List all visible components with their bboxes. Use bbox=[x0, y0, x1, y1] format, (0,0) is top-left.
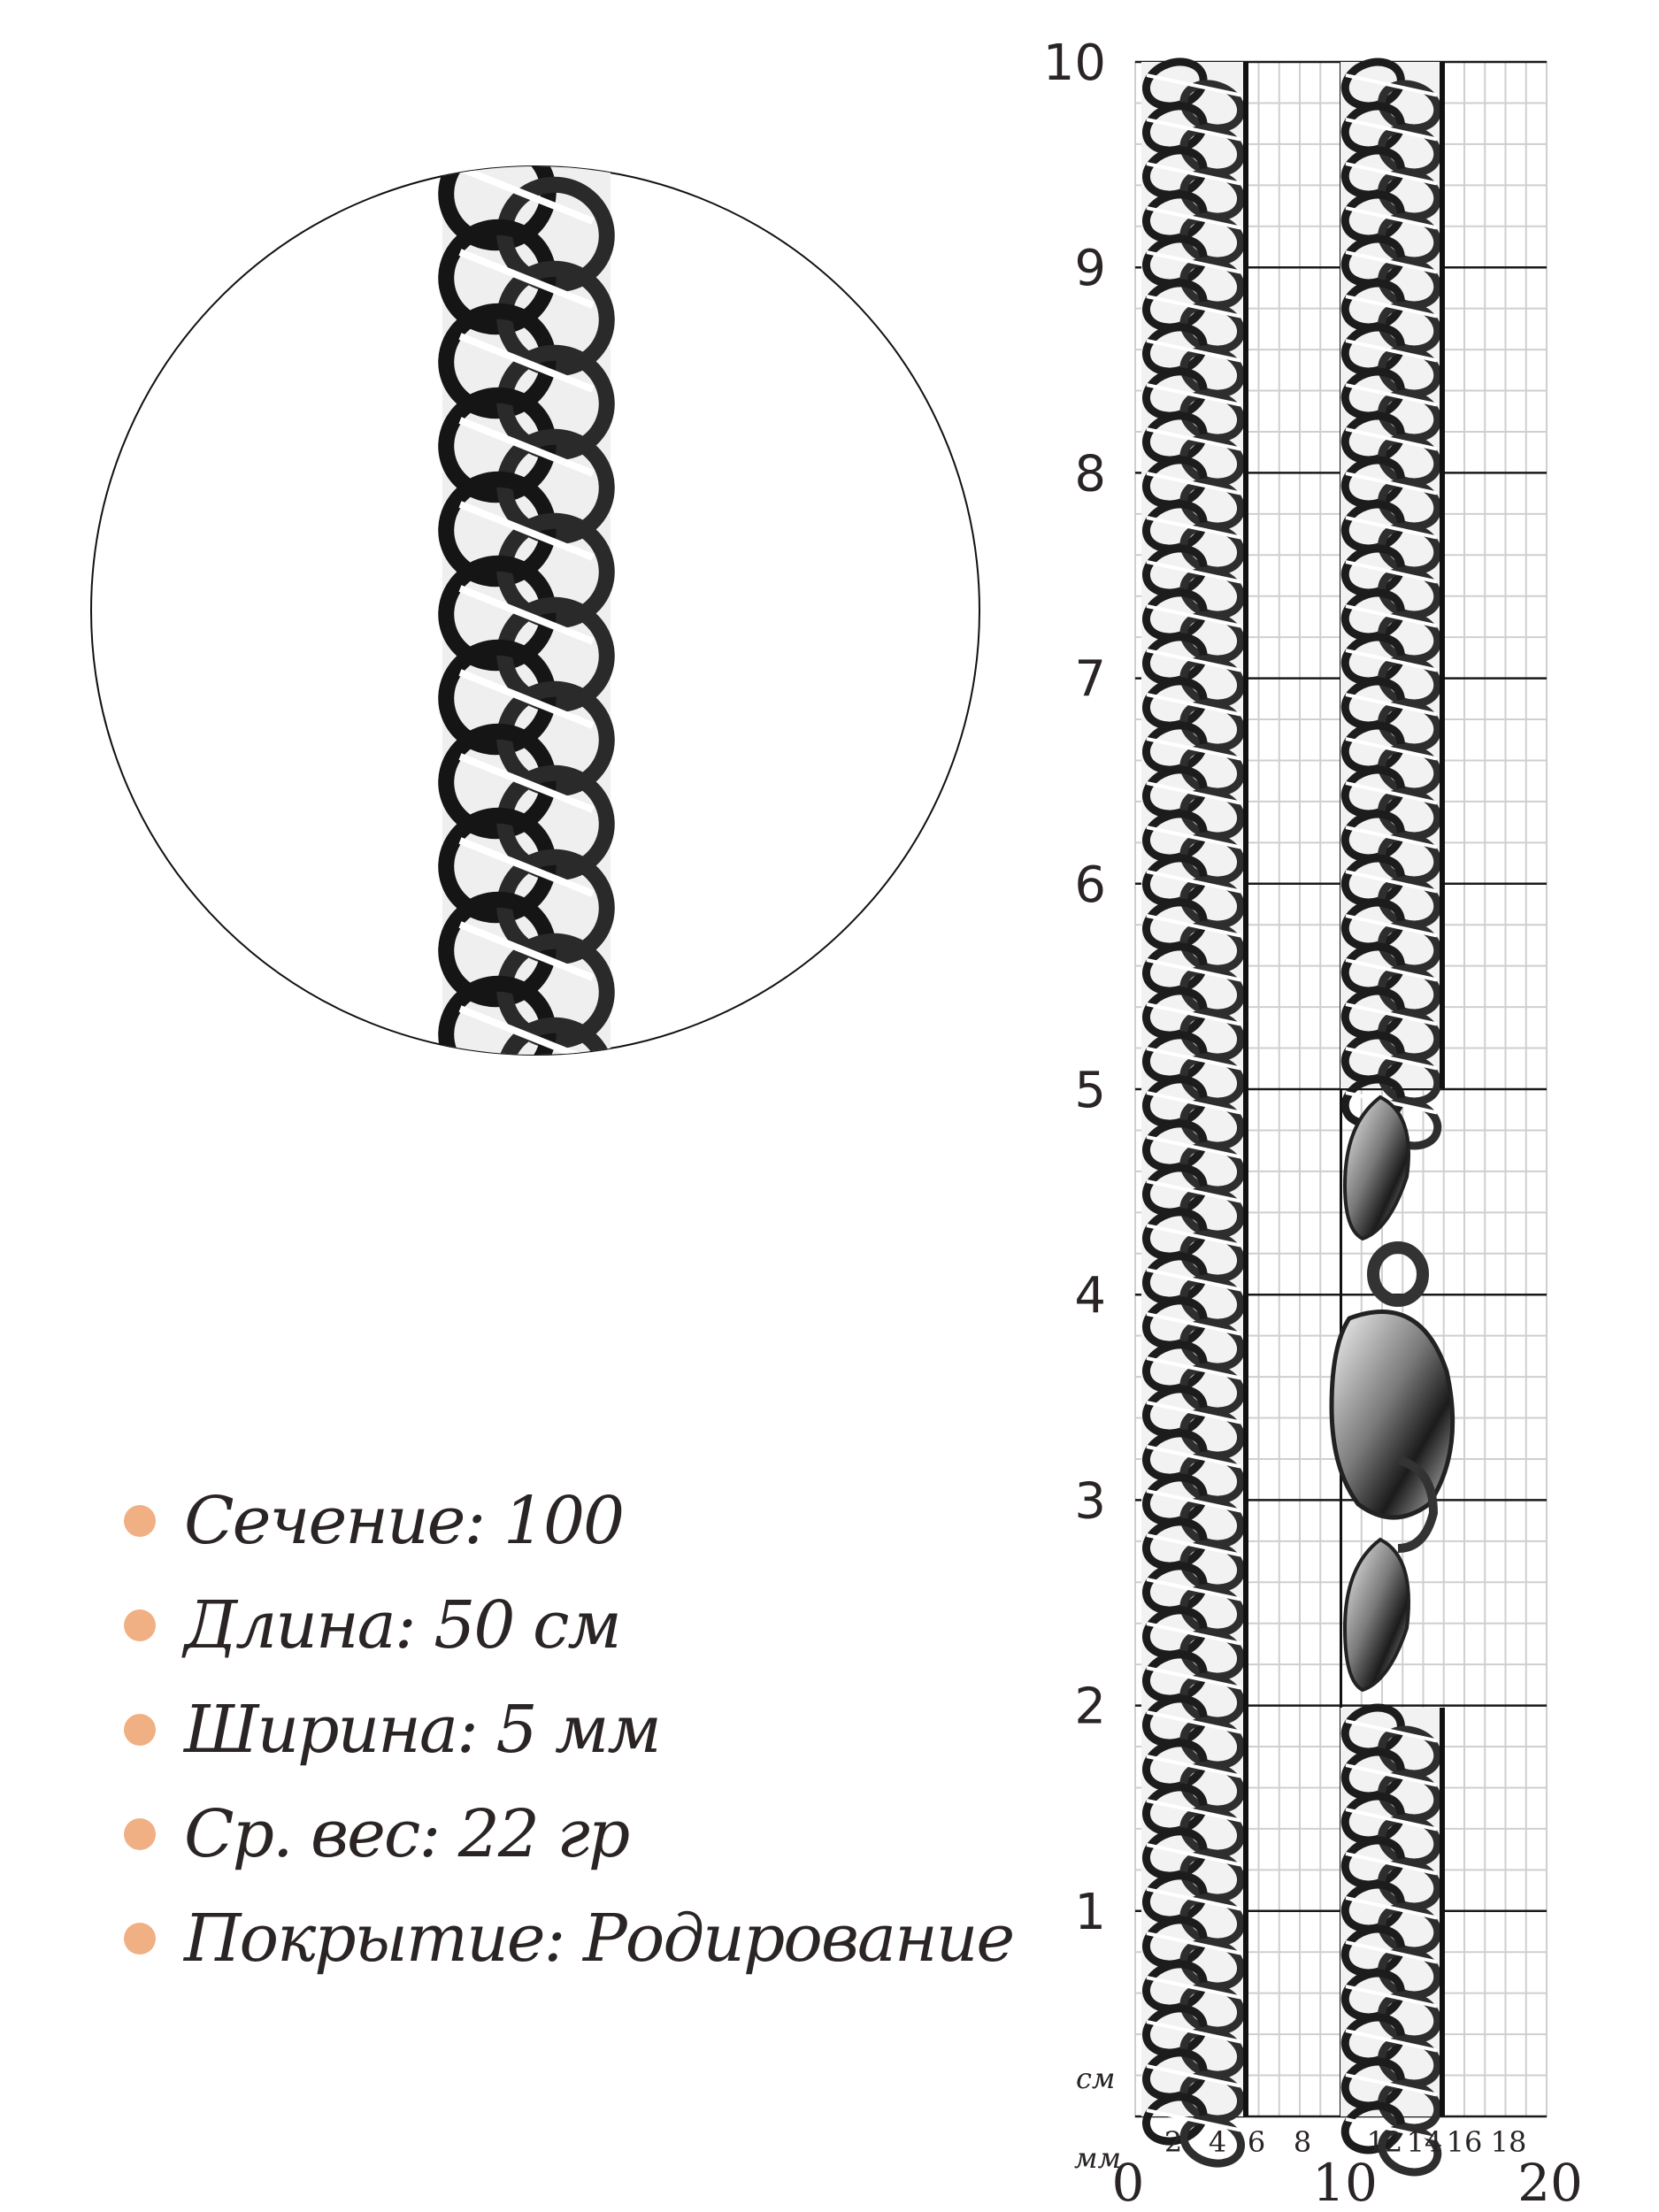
mm-big-tick-label: 20 bbox=[1517, 2153, 1583, 2212]
spec-width-text: Ширина: 5 мм bbox=[184, 1692, 660, 1768]
cm-tick-labels bbox=[1043, 35, 1106, 1941]
mm-big-tick-label: 10 bbox=[1312, 2153, 1378, 2212]
spec-item-weight bbox=[124, 1782, 1009, 1886]
cm-tick-label: 10 bbox=[1042, 35, 1106, 92]
cm-tick-label: 8 bbox=[1074, 445, 1106, 503]
mm-small-tick-label: 12 bbox=[1366, 2125, 1403, 2159]
bullet-dot-icon bbox=[124, 1505, 156, 1537]
cm-tick-label: 2 bbox=[1074, 1678, 1106, 1736]
chain-link bbox=[432, 1054, 562, 1182]
mm-small-tick-label: 8 bbox=[1293, 2125, 1312, 2159]
mm-unit-label: мм bbox=[1074, 2141, 1122, 2175]
chain-link bbox=[490, 1095, 620, 1224]
spec-section-text: Сечение: 100 bbox=[184, 1483, 624, 1559]
mm-small-tick-label: 2 bbox=[1164, 2125, 1183, 2159]
bullet-dot-icon bbox=[124, 1714, 156, 1746]
spec-item-coating bbox=[124, 1886, 1014, 1991]
spec-item-length bbox=[124, 1573, 1009, 1678]
zoomed-chain bbox=[432, 129, 620, 1224]
cm-tick-label: 6 bbox=[1074, 856, 1106, 914]
cm-tick-label: 1 bbox=[1074, 1883, 1106, 1941]
mm-big-tick-label: 0 bbox=[1111, 2153, 1145, 2212]
spec-weight-text: Ср. вес: 22 гр bbox=[184, 1796, 629, 1872]
mm-small-tick-label: 16 bbox=[1446, 2125, 1483, 2159]
cm-tick-label: 9 bbox=[1074, 240, 1106, 298]
bullet-dot-icon bbox=[124, 1609, 156, 1641]
cm-tick-label: 7 bbox=[1074, 650, 1106, 709]
zoom-circle bbox=[91, 129, 979, 1224]
spec-length-text: Длина: 50 см bbox=[184, 1587, 620, 1663]
spec-item-width bbox=[124, 1678, 1009, 1782]
cm-unit-label: см bbox=[1076, 2062, 1116, 2095]
mm-small-tick-label: 4 bbox=[1208, 2125, 1227, 2159]
chain-left-strand bbox=[1141, 55, 1247, 2170]
mm-big-tick-labels bbox=[1112, 2153, 1583, 2212]
spec-list bbox=[124, 1469, 1014, 1991]
bullet-dot-icon bbox=[124, 1923, 156, 1955]
cm-tick-label: 4 bbox=[1074, 1267, 1106, 1325]
mm-small-tick-label: 14 bbox=[1406, 2125, 1443, 2159]
mm-small-tick-label: 18 bbox=[1490, 2125, 1527, 2159]
cm-tick-label: 5 bbox=[1074, 1062, 1106, 1119]
cm-tick-label: 3 bbox=[1074, 1472, 1106, 1531]
bullet-dot-icon bbox=[124, 1818, 156, 1850]
spec-item-section bbox=[124, 1469, 1009, 1573]
mm-small-tick-label: 6 bbox=[1247, 2125, 1266, 2159]
spec-coating-text: Покрытие: Родирование bbox=[184, 1901, 1014, 1977]
